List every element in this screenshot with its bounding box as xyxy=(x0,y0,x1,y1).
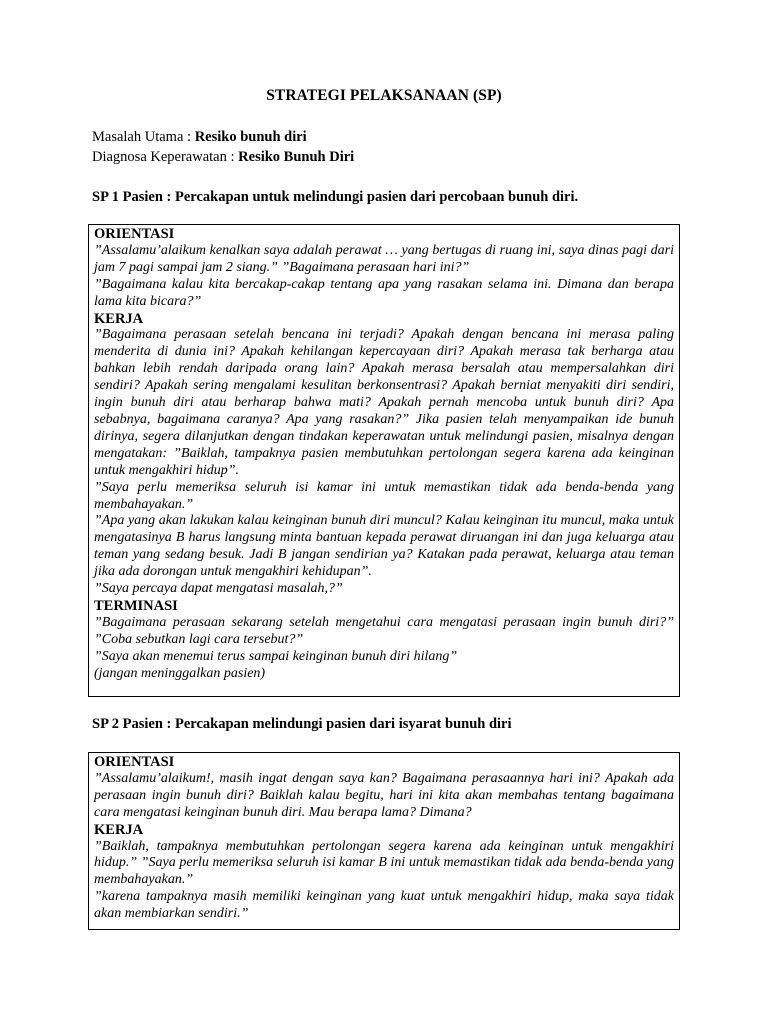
sp1-orientasi-text-2: ”Bagaimana kalau kita bercakap-cakap tentang apa yang rasakan selama ini. Dimana dan berapa lama kita bicara?” xyxy=(94,276,674,309)
sp1-kerja-title: KERJA xyxy=(94,310,144,327)
sp1-terminasi-text-1: ”Bagaimana perasaan sekarang setelah mengetahui cara mengatasi perasaan ingin bunuh diri?” ”Coba sebutkan lagi cara tersebut?” xyxy=(94,614,674,647)
sp1-orientasi-title: ORIENTASI xyxy=(94,226,175,242)
masalah-utama-line xyxy=(92,129,307,146)
masalah-utama-value: Resiko bunuh diri xyxy=(194,129,307,145)
sp1-kerja-text-2: ”Saya perlu memeriksa seluruh isi kamar ini untuk memastikan tidak ada benda-benda yang membahayakan.” xyxy=(94,479,674,512)
sp1-orientasi-text-1: ”Assalamu’alaikum kenalkan saya adalah perawat … yang bertugas di ruang ini, saya dinas pagi dari jam 7 pagi sampai jam 2 siang.” ”Bagaimana perasaan hari ini?” xyxy=(94,242,674,275)
sp2-kerja-text-1: ”Baiklah, tampaknya membutuhkan pertolongan segera karena ada keinginan untuk mengakhiri hidup.” ”Saya perlu memeriksa seluruh isi kamar B ini untuk memastikan tidak ada benda-benda yang membahayakan.” xyxy=(94,838,674,888)
sp2-kerja-title: KERJA xyxy=(94,821,144,838)
sp1-kerja-text-3: ”Apa yang akan lakukan kalau keinginan bunuh diri muncul? Kalau keinginan itu muncul, maka untuk mengatasinya B harus langsung minta bantuan kepada perawat diruangan ini dan juga keluarga atau teman yang sedang besuk. Jadi B jangan sendirian ya? Katakan pada perawat, keluarga atau teman jika ada dorongan untuk mengakhiri kehidupan”. xyxy=(94,513,674,580)
sp1-kerja-text-4: ”Saya percaya dapat mengatasi masalah,?” xyxy=(94,581,343,597)
sp1-terminasi-text-3: (jangan meninggalkan pasien) xyxy=(94,665,266,681)
sp1-kerja-text-1: ”Bagaimana perasaan setelah bencana ini terjadi? Apakah dengan bencana ini merasa paling menderita di dunia ini? Apakah kehilangan kepercayaan diri? Apakah merasa tak berharga atau bahkan lebih rendah daripada orang lain? Apakah merasa bersalah atau mempersalahkan diri sendiri? Apakah sering mengalami kesulitan berkonsentrasi? Apakah berniat menyakiti diri sendiri, ingin bunuh diri atau berharap bahwa mati? Apakah pernah mencoba untuk bunuh diri? Apa sebabnya, bagaimana caranya? Apa yang rasakan?” Jika pasien telah menyampaikan ide bunuh dirinya, segera dilanjutkan dengan tindakan keperawatan untuk melindungi pasien, misalnya dengan mengatakan: ”Baiklah, tampaknya pasien membutuhkan pertolongan segera karena ada keinginan untuk mengakhiri hidup”. xyxy=(94,327,674,478)
masalah-utama-label: Masalah Utama : xyxy=(92,129,195,145)
sp2-box xyxy=(88,752,680,930)
page-title: STRATEGI PELAKSANAAN (SP) xyxy=(266,87,502,104)
diagnosa-line xyxy=(92,149,354,166)
sp2-heading: SP 2 Pasien : Percakapan melindungi pasien dari isyarat bunuh diri xyxy=(92,716,512,732)
sp2-orientasi-text-1: ”Assalamu’alaikum!, masih ingat dengan saya kan? Bagaimana perasaannya hari ini? Apakah ada perasaan ingin bunuh diri? Baiklah kalau begitu, hari ini kita akan membahas tentang bagaimana cara mengatasi keinginan bunuh diri. Mau berapa lama? Dimana? xyxy=(94,770,674,820)
sp1-terminasi-text-2: ”Saya akan menemui terus sampai keinginan bunuh diri hilang” xyxy=(94,648,458,664)
sp1-box xyxy=(88,224,680,697)
sp1-heading: SP 1 Pasien : Percakapan untuk melindungi pasien dari percobaan bunuh diri. xyxy=(92,189,579,205)
diagnosa-label: Diagnosa Keperawatan : xyxy=(92,149,239,165)
sp2-kerja-text-2: ”karena tampaknya masih memiliki keinginan yang kuat untuk mengakhiri hidup, maka saya tidak akan membiarkan sendiri.” xyxy=(94,889,674,922)
sp1-terminasi-title: TERMINASI xyxy=(94,597,178,614)
diagnosa-value: Resiko Bunuh Diri xyxy=(238,149,355,165)
sp2-orientasi-title: ORIENTASI xyxy=(94,754,175,770)
